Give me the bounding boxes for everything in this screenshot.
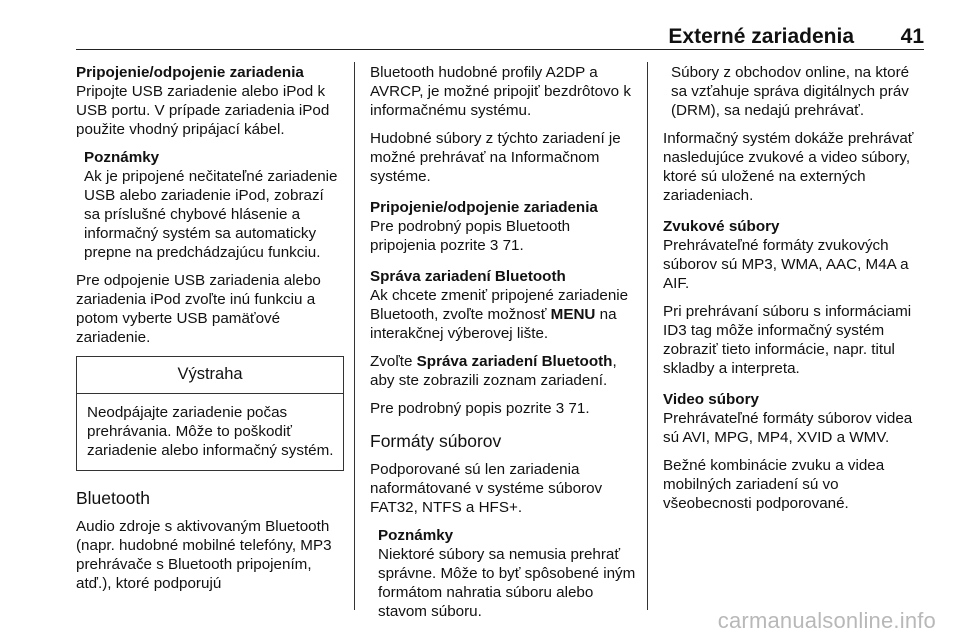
heading-formats: Formáty súborov — [370, 431, 502, 451]
note-text-2: Niektoré súbory sa nemusia prehrať správne. Môže to byť spôsobené iným formátom nahratia súboru alebo stavom súboru. — [378, 546, 636, 620]
manage-text-2: na interakčnej výberovej lište. — [370, 306, 617, 342]
select-text-2: , aby ste zobrazili zoznam zariadení. — [370, 353, 617, 389]
header-divider — [76, 49, 924, 50]
column-divider-2 — [647, 62, 648, 610]
paragraph-connect-bt — [370, 217, 640, 255]
warning-title: Výstraha — [77, 357, 343, 394]
page-title: Externé zariadenia — [668, 25, 854, 48]
paragraph-connect: Pripojte USB zariadenie alebo iPod k USB portu. V prípade zariadenia iPod použite vhodný pripájací kábel. — [76, 83, 330, 138]
manage-text-1: Ak chcete zmeniť pripojené zariadenie Bluetooth, zvoľte možnosť — [370, 287, 629, 323]
heading-connect-bt: Pripojenie/odpojenie zariadenia — [370, 199, 598, 216]
paragraph-reference — [370, 399, 640, 418]
heading-video: Video súbory — [663, 391, 759, 408]
select-text-1: Zvoľte — [370, 353, 413, 370]
page-reference-link[interactable]: 3 71. — [489, 237, 524, 254]
warning-box — [76, 356, 344, 471]
paragraph-music: Hudobné súbory z týchto zariadení je možné prehrávať na Informačnom systéme. — [370, 130, 621, 185]
note-block-2 — [370, 526, 640, 621]
paragraph-id3: Pri prehrávaní súboru s informáciami ID3 tag môže informačný systém zobraziť tieto informácie, napr. titul skladby a interpreta. — [663, 303, 912, 377]
warning-text: Neodpájajte zariadenie počas prehrávania. Môže to poškodiť zariadenie alebo informačný systém. — [87, 404, 334, 459]
column-1 — [76, 63, 344, 602]
paragraph-select — [370, 352, 640, 390]
page-number: 41 — [900, 25, 924, 48]
paragraph-disconnect: Pre odpojenie USB zariadenia alebo zariadenia iPod zvoľte inú funkciu a potom vyberte USB pamäťové zariadenie. — [76, 272, 321, 346]
page-header — [76, 0, 924, 49]
paragraph-profiles: Bluetooth hudobné profily A2DP a AVRCP, je možné pripojiť bezdrôtovo k informačnému systému. — [370, 64, 631, 119]
note-label-2: Poznámky — [378, 527, 454, 544]
heading-audio: Zvukové súbory — [663, 218, 780, 235]
heading-connect: Pripojenie/odpojenie zariadenia — [76, 64, 304, 81]
select-bold: Správa zariadení Bluetooth — [416, 353, 613, 370]
paragraph-formats: Podporované sú len zariadenia naformátované v systéme súborov FAT32, NTFS a HFS+. — [370, 461, 603, 516]
column-divider-1 — [354, 62, 355, 610]
heading-manage: Správa zariadení Bluetooth — [370, 268, 566, 285]
reference-text: Pre podrobný popis pozrite — [370, 400, 552, 417]
connect-text: Pre podrobný popis Bluetooth pripojenia pozrite — [370, 218, 571, 254]
paragraph-bluetooth: Audio zdroje s aktivovaným Bluetooth (napr. hudobné mobilné telefóny, MP3 prehrávače s Bluetooth pripojením, atď.), ktoré podporujú — [76, 518, 332, 592]
note-block — [76, 148, 344, 262]
paragraph-drm: Súbory z obchodov online, na ktoré sa vzťahuje správa digitálnych práv (DRM), sa nedajú prehrávať. — [671, 64, 910, 119]
paragraph-audio: Prehrávateľné formáty zvukových súborov sú MP3, WMA, AAC, M4A a AIF. — [663, 237, 909, 292]
note-text: Ak je pripojené nečitateľné zariadenie USB alebo zariadenie iPod, zobrazí sa príslušné chybové hlásenie a informačný systém sa automaticky prepne na predchádzajúcu funkciu. — [84, 168, 338, 261]
paragraph-common: Bežné kombinácie zvuku a videa mobilných zariadení sú vo všeobecnosti podporované. — [663, 457, 885, 512]
heading-bluetooth: Bluetooth — [76, 488, 150, 508]
column-2 — [370, 63, 640, 630]
page-reference-link-2[interactable]: 3 71. — [555, 400, 590, 417]
paragraph-video: Prehrávateľné formáty súborov videa sú AVI, MPG, MP4, XVID a WMV. — [663, 410, 913, 446]
paragraph-manage — [370, 286, 640, 343]
watermark: carmanualsonline.info — [717, 608, 936, 633]
column-3 — [663, 63, 929, 522]
note-label: Poznámky — [84, 149, 160, 166]
paragraph-system: Informačný systém dokáže prehrávať nasledujúce zvukové a video súbory, ktoré sú uložené na externých zariadeniach. — [663, 130, 914, 204]
menu-label: MENU — [550, 306, 596, 323]
